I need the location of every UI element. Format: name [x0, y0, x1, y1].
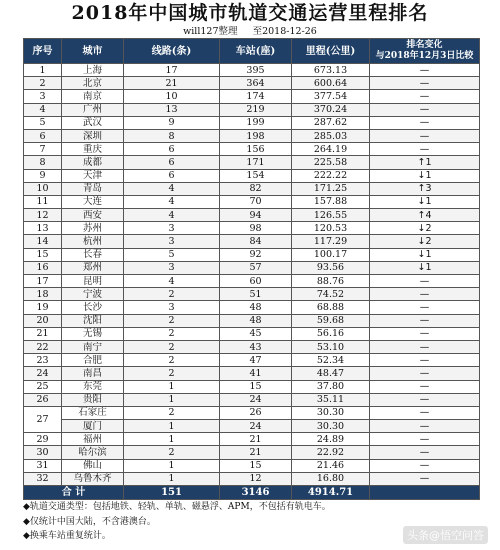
cell-stations: 41: [220, 367, 292, 380]
cell-lines: 13: [124, 103, 220, 116]
cell-change: —: [370, 129, 480, 142]
table-row: [24, 327, 480, 340]
cell-city: 合肥: [62, 354, 124, 367]
cell-lines: 6: [124, 143, 220, 156]
cell-mileage: 30.30: [292, 420, 370, 433]
cell-rank: 31: [24, 459, 62, 472]
cell-rank: 18: [24, 288, 62, 301]
cell-rank: 19: [24, 301, 62, 314]
cell-change: —: [370, 420, 480, 433]
cell-mileage: 370.24: [292, 103, 370, 116]
cell-mileage: 74.52: [292, 288, 370, 301]
table-row: [24, 195, 480, 208]
cell-mileage: 264.19: [292, 143, 370, 156]
cell-city: 佛山: [62, 459, 124, 472]
header-city: 城市: [62, 39, 124, 64]
cell-city: 天津: [62, 169, 124, 182]
cell-lines: 3: [124, 301, 220, 314]
cell-rank: 6: [24, 129, 62, 142]
cell-lines: 4: [124, 182, 220, 195]
cell-stations: 364: [220, 77, 292, 90]
cell-mileage: 126.55: [292, 209, 370, 222]
cell-lines: 3: [124, 235, 220, 248]
cell-mileage: 88.76: [292, 275, 370, 288]
cell-stations: 45: [220, 327, 292, 340]
cell-rank: 20: [24, 314, 62, 327]
table-row: [24, 275, 480, 288]
cell-city: 长沙: [62, 301, 124, 314]
table-row: [24, 261, 480, 274]
cell-lines: 21: [124, 77, 220, 90]
cell-rank: 29: [24, 433, 62, 446]
table-body: [24, 64, 480, 486]
table-row: [24, 90, 480, 103]
cell-mileage: 37.80: [292, 380, 370, 393]
cell-stations: 26: [220, 406, 292, 419]
cell-stations: 171: [220, 156, 292, 169]
cell-lines: 4: [124, 209, 220, 222]
cell-city: 广州: [62, 103, 124, 116]
cell-stations: 199: [220, 116, 292, 129]
total-stations: 3146: [220, 486, 292, 500]
table-row: [24, 248, 480, 261]
cell-mileage: 673.13: [292, 64, 370, 77]
cell-rank: 32: [24, 472, 62, 485]
cell-stations: 219: [220, 103, 292, 116]
table-row: [24, 77, 480, 90]
cell-city: 青岛: [62, 182, 124, 195]
date-label: 至2018-12-26: [252, 26, 317, 37]
cell-mileage: 16.80: [292, 472, 370, 485]
cell-change: —: [370, 367, 480, 380]
cell-change: ↓1: [370, 248, 480, 261]
table-row: [24, 380, 480, 393]
cell-city: 哈尔滨: [62, 446, 124, 459]
cell-city: 重庆: [62, 143, 124, 156]
cell-rank: 13: [24, 222, 62, 235]
header-rank: 序号: [24, 39, 62, 64]
author-label: will127整理: [183, 26, 238, 37]
cell-city: 东莞: [62, 380, 124, 393]
header-stations: 车站(座): [220, 39, 292, 64]
total-change: [370, 486, 480, 500]
cell-lines: 17: [124, 64, 220, 77]
cell-change: —: [370, 288, 480, 301]
table-row: [24, 143, 480, 156]
cell-city: 宁波: [62, 288, 124, 301]
cell-stations: 94: [220, 209, 292, 222]
cell-stations: 21: [220, 446, 292, 459]
cell-stations: 47: [220, 354, 292, 367]
cell-rank: 12: [24, 209, 62, 222]
cell-rank: 22: [24, 340, 62, 353]
cell-rank: 27: [24, 406, 62, 432]
cell-change: —: [370, 472, 480, 485]
cell-lines: 9: [124, 116, 220, 129]
cell-mileage: 100.17: [292, 248, 370, 261]
cell-lines: 8: [124, 129, 220, 142]
cell-mileage: 21.46: [292, 459, 370, 472]
cell-change: —: [370, 275, 480, 288]
cell-rank: 21: [24, 327, 62, 340]
cell-change: —: [370, 314, 480, 327]
cell-change: —: [370, 301, 480, 314]
header-change: [370, 39, 480, 64]
cell-change: ↑4: [370, 209, 480, 222]
cell-change: ↓1: [370, 261, 480, 274]
cell-change: ↓2: [370, 222, 480, 235]
table-row: [24, 301, 480, 314]
cell-city: 上海: [62, 64, 124, 77]
subtitle: [0, 26, 500, 37]
cell-change: —: [370, 340, 480, 353]
header-change-line1: 排名变化: [406, 40, 443, 50]
cell-stations: 60: [220, 275, 292, 288]
cell-rank: 16: [24, 261, 62, 274]
cell-city: 南京: [62, 90, 124, 103]
cell-mileage: 377.54: [292, 90, 370, 103]
cell-change: —: [370, 354, 480, 367]
cell-stations: 70: [220, 195, 292, 208]
cell-stations: 82: [220, 182, 292, 195]
cell-lines: 3: [124, 261, 220, 274]
cell-rank: 11: [24, 195, 62, 208]
cell-lines: 5: [124, 248, 220, 261]
total-mileage: 4914.71: [292, 486, 370, 500]
table-row: [24, 446, 480, 459]
cell-rank: 26: [24, 393, 62, 406]
cell-mileage: 52.34: [292, 354, 370, 367]
table-row: [24, 367, 480, 380]
cell-mileage: 117.29: [292, 235, 370, 248]
table-row: [24, 64, 480, 77]
cell-stations: 98: [220, 222, 292, 235]
cell-stations: 84: [220, 235, 292, 248]
cell-rank: 2: [24, 77, 62, 90]
cell-mileage: 93.56: [292, 261, 370, 274]
cell-change: —: [370, 459, 480, 472]
cell-mileage: 53.10: [292, 340, 370, 353]
cell-city: 西安: [62, 209, 124, 222]
cell-stations: 24: [220, 420, 292, 433]
cell-city: 厦门: [62, 420, 124, 433]
cell-lines: 4: [124, 275, 220, 288]
table-row: [24, 129, 480, 142]
cell-mileage: 600.64: [292, 77, 370, 90]
note-item: ◆仅统计中国大陆，不含港澳台。: [23, 516, 156, 527]
table-row: [24, 156, 480, 169]
cell-change: —: [370, 143, 480, 156]
total-lines: 151: [124, 486, 220, 500]
cell-city: 无锡: [62, 327, 124, 340]
cell-lines: 1: [124, 459, 220, 472]
cell-rank: 4: [24, 103, 62, 116]
cell-change: —: [370, 327, 480, 340]
cell-change: ↓2: [370, 235, 480, 248]
cell-rank: 8: [24, 156, 62, 169]
cell-stations: 198: [220, 129, 292, 142]
cell-change: —: [370, 90, 480, 103]
note-item: ◆轨道交通类型：包括地铁、轻轨、单轨、磁悬浮、APM，不包括有轨电车。: [23, 502, 331, 512]
cell-stations: 57: [220, 261, 292, 274]
cell-city: 福州: [62, 433, 124, 446]
cell-rank: 7: [24, 143, 62, 156]
cell-mileage: 120.53: [292, 222, 370, 235]
cell-rank: 1: [24, 64, 62, 77]
table-row: [24, 340, 480, 353]
table-row: [24, 209, 480, 222]
cell-stations: 154: [220, 169, 292, 182]
cell-rank: 14: [24, 235, 62, 248]
cell-city: 大连: [62, 195, 124, 208]
table-row: [24, 354, 480, 367]
header-lines: 线路(条): [124, 39, 220, 64]
cell-mileage: 24.89: [292, 433, 370, 446]
cell-mileage: 285.03: [292, 129, 370, 142]
cell-stations: 15: [220, 459, 292, 472]
cell-mileage: 171.25: [292, 182, 370, 195]
header-mileage: 里程(公里): [292, 39, 370, 64]
cell-city: 成都: [62, 156, 124, 169]
cell-lines: 6: [124, 169, 220, 182]
cell-mileage: 157.88: [292, 195, 370, 208]
cell-stations: 51: [220, 288, 292, 301]
cell-lines: 2: [124, 314, 220, 327]
cell-mileage: 22.92: [292, 446, 370, 459]
cell-mileage: 68.88: [292, 301, 370, 314]
cell-rank: 23: [24, 354, 62, 367]
table-row: [24, 288, 480, 301]
cell-change: —: [370, 103, 480, 116]
cell-stations: 12: [220, 472, 292, 485]
cell-rank: 5: [24, 116, 62, 129]
cell-lines: 1: [124, 393, 220, 406]
cell-lines: 2: [124, 446, 220, 459]
cell-city: 南昌: [62, 367, 124, 380]
cell-city: 苏州: [62, 222, 124, 235]
cell-change: —: [370, 433, 480, 446]
cell-city: 长春: [62, 248, 124, 261]
cell-lines: 2: [124, 340, 220, 353]
cell-lines: 2: [124, 367, 220, 380]
table-row: [24, 314, 480, 327]
cell-mileage: 222.22: [292, 169, 370, 182]
cell-change: —: [370, 64, 480, 77]
table-row: [24, 433, 480, 446]
cell-city: 昆明: [62, 275, 124, 288]
cell-change: —: [370, 116, 480, 129]
cell-lines: 4: [124, 195, 220, 208]
cell-rank: 15: [24, 248, 62, 261]
cell-mileage: 35.11: [292, 393, 370, 406]
cell-stations: 156: [220, 143, 292, 156]
cell-change: —: [370, 393, 480, 406]
cell-stations: 92: [220, 248, 292, 261]
cell-stations: 24: [220, 393, 292, 406]
ranking-table: [23, 38, 480, 500]
cell-change: ↓1: [370, 195, 480, 208]
table-row: [24, 222, 480, 235]
cell-change: —: [370, 380, 480, 393]
cell-lines: 1: [124, 420, 220, 433]
cell-change: ↓1: [370, 169, 480, 182]
cell-lines: 1: [124, 433, 220, 446]
note-item: ◆换乘车站重复统计。: [23, 531, 111, 541]
cell-rank: 30: [24, 446, 62, 459]
table-row: [24, 406, 480, 419]
table-row: [24, 420, 480, 433]
cell-change: ↑1: [370, 156, 480, 169]
cell-mileage: 287.62: [292, 116, 370, 129]
cell-lines: 2: [124, 288, 220, 301]
cell-rank: 10: [24, 182, 62, 195]
cell-stations: 48: [220, 314, 292, 327]
table-row: [24, 393, 480, 406]
cell-lines: 3: [124, 222, 220, 235]
cell-lines: 2: [124, 327, 220, 340]
cell-lines: 6: [124, 156, 220, 169]
total-row: [24, 486, 480, 500]
cell-city: 沈阳: [62, 314, 124, 327]
cell-city: 杭州: [62, 235, 124, 248]
cell-city: 北京: [62, 77, 124, 90]
cell-mileage: 225.58: [292, 156, 370, 169]
cell-city: 深圳: [62, 129, 124, 142]
cell-lines: 1: [124, 380, 220, 393]
table-header-row: [24, 39, 480, 64]
cell-mileage: 48.47: [292, 367, 370, 380]
cell-stations: 21: [220, 433, 292, 446]
cell-city: 南宁: [62, 340, 124, 353]
cell-stations: 15: [220, 380, 292, 393]
cell-lines: 2: [124, 354, 220, 367]
cell-stations: 174: [220, 90, 292, 103]
cell-city: 贵阳: [62, 393, 124, 406]
cell-lines: 2: [124, 406, 220, 419]
cell-stations: 395: [220, 64, 292, 77]
cell-city: 武汉: [62, 116, 124, 129]
watermark: 头条@悟空问答: [403, 526, 488, 544]
cell-city: 乌鲁木齐: [62, 472, 124, 485]
cell-stations: 43: [220, 340, 292, 353]
cell-city: 郑州: [62, 261, 124, 274]
table-row: [24, 459, 480, 472]
table-row: [24, 235, 480, 248]
cell-lines: 1: [124, 472, 220, 485]
cell-lines: 10: [124, 90, 220, 103]
header-change-line2: 与2018年12月3日比较: [375, 51, 474, 61]
table-row: [24, 472, 480, 485]
cell-change: —: [370, 406, 480, 419]
cell-change: ↑3: [370, 182, 480, 195]
cell-rank: 25: [24, 380, 62, 393]
cell-rank: 9: [24, 169, 62, 182]
cell-mileage: 59.68: [292, 314, 370, 327]
cell-city: 石家庄: [62, 406, 124, 419]
cell-rank: 3: [24, 90, 62, 103]
cell-rank: 24: [24, 367, 62, 380]
total-label: 合 计: [24, 486, 124, 500]
cell-mileage: 56.16: [292, 327, 370, 340]
cell-rank: 17: [24, 275, 62, 288]
cell-change: —: [370, 446, 480, 459]
cell-stations: 48: [220, 301, 292, 314]
table-row: [24, 169, 480, 182]
table-row: [24, 182, 480, 195]
table-row: [24, 116, 480, 129]
cell-change: —: [370, 77, 480, 90]
table-row: [24, 103, 480, 116]
page-title: 2018年中国城市轨道交通运营里程排名: [71, 2, 429, 24]
cell-mileage: 30.30: [292, 406, 370, 419]
